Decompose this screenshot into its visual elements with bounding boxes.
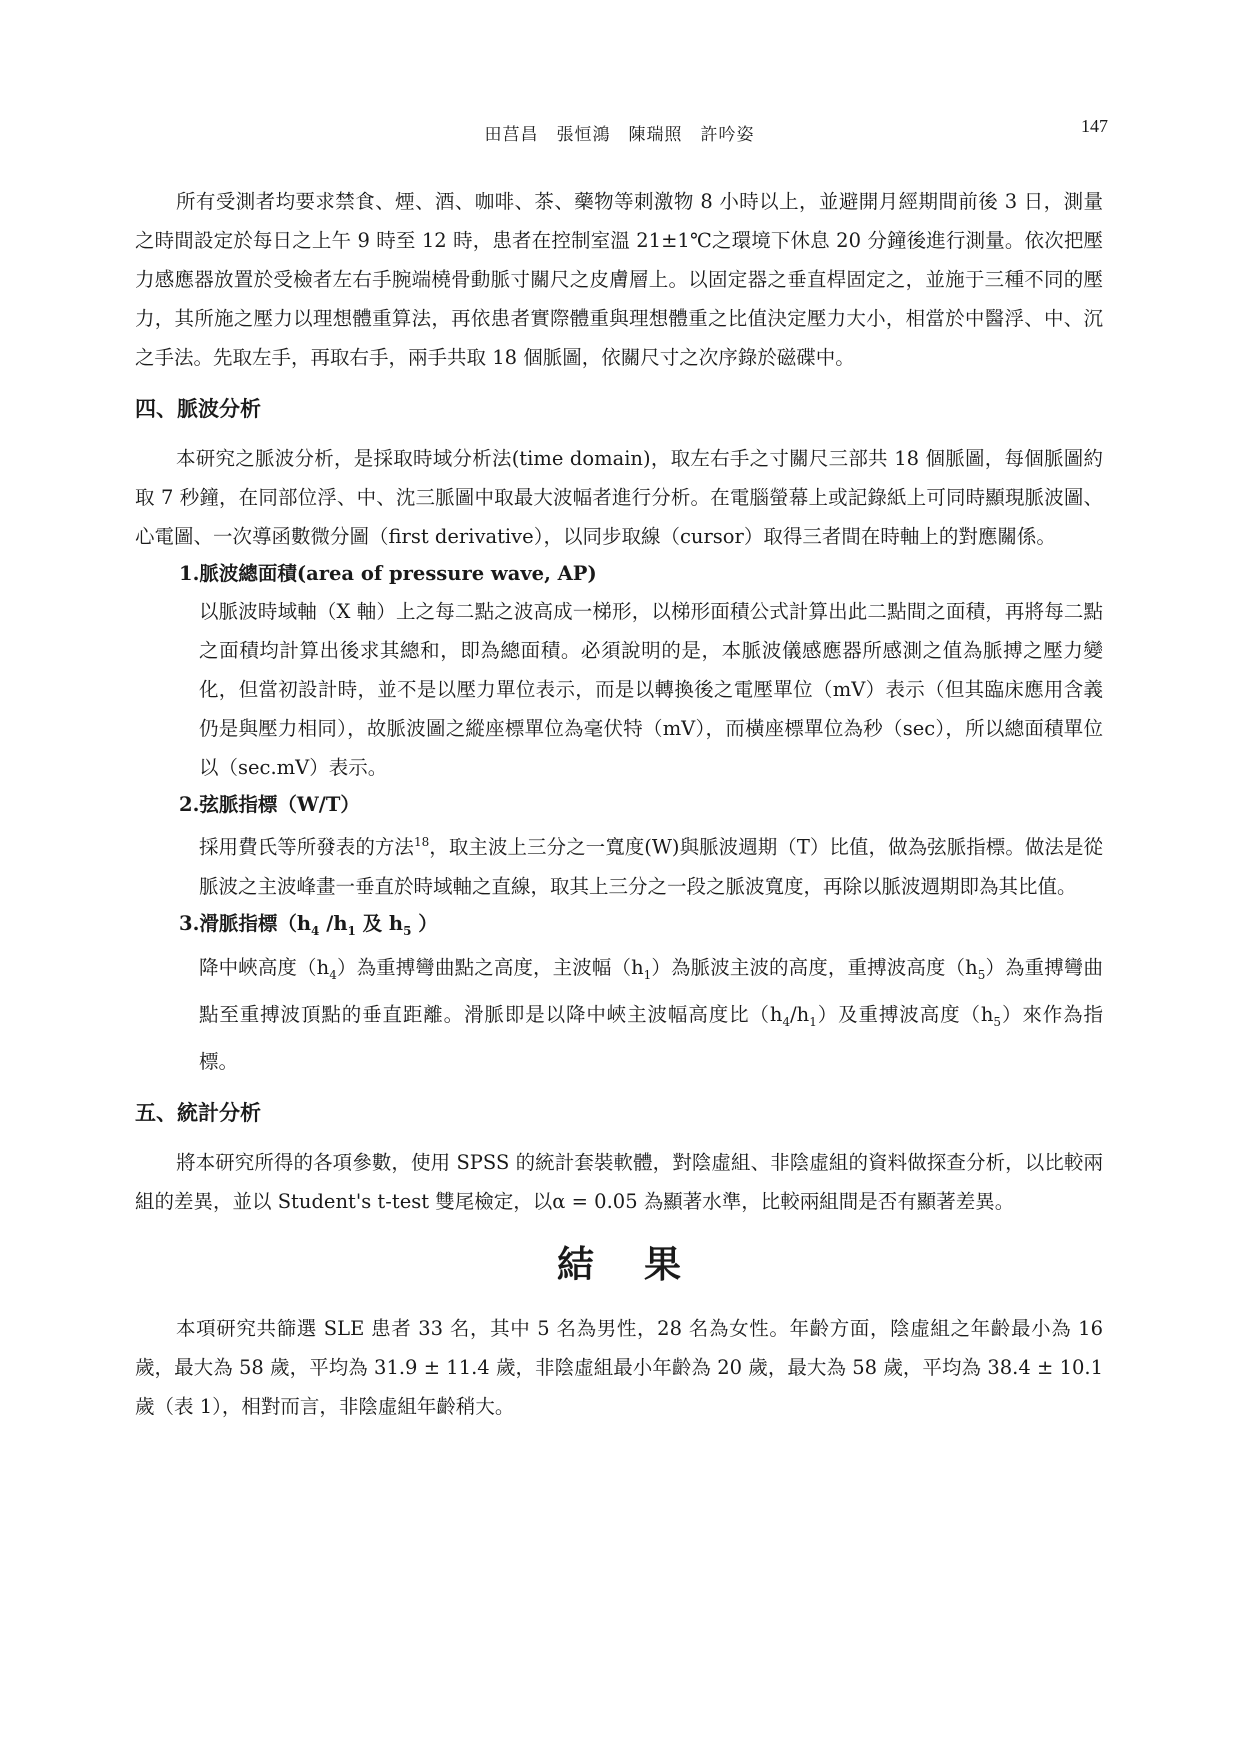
subsection-body-wt bbox=[199, 823, 1103, 906]
running-header bbox=[0, 116, 1239, 146]
results-paragraph: 本項研究共篩選 SLE 患者 33 名，其中 5 名為男性，28 名為女性。年齡方面，陰虛組之年齡最小為 16 歲，最大為 58 歲，平均為 31.9 ± 11.4 歲，非陰虛組最小年齡為 20 歲，最大為 58 歲，平均為 38.4 ± 10.1 歲（表 1），相對而言，非陰虛組年齡稍大。 bbox=[135, 1317, 1103, 1419]
subsection-title-slippery: 3.滑脈指標（$h_4$ $/h_1$ 及 $h_5$ ） bbox=[179, 911, 438, 938]
subsection-title-wt: 2.弦脈指標（W/T） bbox=[179, 793, 360, 816]
subsection-body-slippery: 降中峽高度$(h_4)$為重搏彎曲點之高度，主波幅$(h_1)$為脈波主波的高度，重搏波高度$(h_5)$為重搏彎曲點至重搏波頂點的垂直距離。滑脈即是以降中峽主波幅高度比$(h_4/h_1)$及重搏波高度$(h_5)$來作為指標。 bbox=[199, 956, 1104, 1074]
section-heading-statistics: 五、統計分析 bbox=[135, 1101, 261, 1126]
intro-paragraph: 所有受測者均要求禁食、煙、酒、咖啡、茶、藥物等刺激物 8 小時以上，並避開月經期間前後 3 日，測量之時間設定於每日之上午 9 時至 12 時，患者在控制室溫 21±1℃之環境下休息 20 分鐘後進行測量。依次把壓力感應器放置於受檢者左右手腕端橈骨動脈寸關尺之皮膚層上。以固定器之垂直桿固定之，並施于三種不同的壓力，其所施之壓力以理想體重算法，再依患者實際體重與理想體重之比值決定壓力大小，相當於中醫浮、中、沉之手法。先取左手，再取右手，兩手共取 18 個脈圖，依關尺寸之次序錄於磁碟中。 bbox=[135, 190, 1103, 369]
reference-marker: 18 bbox=[413, 835, 430, 849]
section-heading-pulse-analysis: 四、脈波分析 bbox=[135, 397, 261, 421]
author-names: 田莒昌 張恒鴻 陳瑞照 許吟姿 bbox=[484, 125, 755, 145]
subsection-body-area: 以脈波時域軸（X 軸）上之每二點之波高成一梯形，以梯形面積公式計算出此二點間之面積，再將每二點之面積均計算出後求其總和，即為總面積。必須說明的是，本脈波儀感應器所感測之值為脈搏之壓力變化，但當初設計時，並不是以壓力單位表示，而是以轉換後之電壓單位（mV）表示（但其臨床應用含義仍是與壓力相同），故脈波圖之縱座標單位為毫伏特（mV），而橫座標單位為秒（sec），所以總面積單位以（sec.mV）表示。 bbox=[199, 600, 1103, 779]
results-heading: 結果 bbox=[557, 1243, 731, 1287]
statistics-paragraph: 將本研究所得的各項參數，使用 SPSS 的統計套裝軟體，對陰虛組、非陰虛組的資料做探查分析，以比較兩組的差異，並以 Student's t-test 雙尾檢定，以α = 0.05 為顯著水準，比較兩組間是否有顯著差異。 bbox=[135, 1151, 1103, 1214]
pulse-analysis-intro: 本研究之脈波分析，是採取時域分析法(time domain)，取左右手之寸關尺三部共 18 個脈圖，每個脈圖約取 7 秒鐘，在同部位浮、中、沈三脈圖中取最大波幅者進行分析。在電腦螢幕上或記錄紙上可同時顯現脈波圖、心電圖、一次導函數微分圖（first derivative），以同步取線（cursor）取得三者間在時軸上的對應關係。 bbox=[135, 447, 1103, 548]
wt-text-a: 採用費氏等所發表的方法 bbox=[199, 835, 414, 859]
subsection-title-area: 1.脈波總面積(area of pressure wave, AP) bbox=[179, 562, 597, 585]
page-number: 147 bbox=[1081, 116, 1108, 136]
wt-text-b: ，取主波上三分之一寬度(W)與脈波週期（T）比值，做為弦脈指標。做法是從脈波之主波峰畫一垂直於時域軸之直線，取其上三分之一段之脈波寬度，再除以脈波週期即為其比值。 bbox=[199, 835, 1103, 898]
page-body bbox=[135, 182, 1103, 1426]
